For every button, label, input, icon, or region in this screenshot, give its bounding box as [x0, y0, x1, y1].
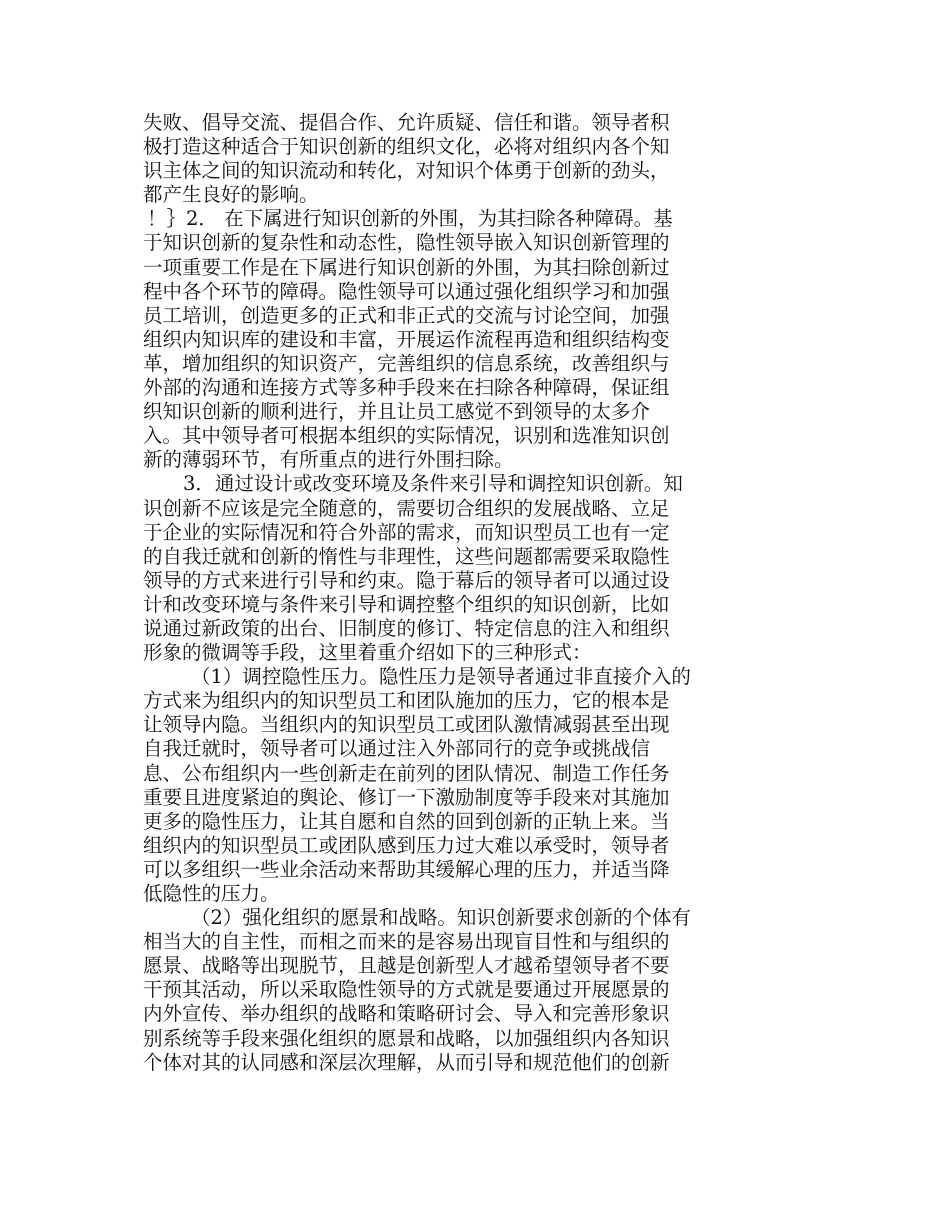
text-line: 组织内的知识型员工或团队感到压力过大难以承受时，领导者: [143, 833, 670, 857]
text-line: 入。其中领导者可根据本组织的实际情况，识别和选准知识创: [143, 424, 670, 448]
text-line: 领导的方式来进行引导和约束。隐于幕后的领导者可以通过设: [143, 568, 670, 592]
text-line: ！｝2． 在下属进行知识创新的外围，为其扫除各种障碍。基: [147, 207, 673, 231]
text-line: 相当大的自主性，而相之而来的是容易出现盲目性和与组织的: [143, 930, 670, 954]
text-line: 极打造这种适合于知识创新的组织文化，必将对组织内各个知: [143, 135, 670, 159]
text-line: 员工培训，创造更多的正式和非正式的交流与讨论空间，加强: [143, 303, 670, 327]
text-line: 内外宣传、举办组织的战略和策略研讨会、导入和完善形象识: [143, 1002, 670, 1026]
text-line: 都产生良好的影响。: [143, 183, 319, 207]
text-line: 息、公布组织内一些创新走在前列的团队情况、制造工作任务: [143, 761, 670, 785]
text-line: 方式来为组织内的知识型员工和团队施加的压力，它的根本是: [143, 689, 670, 713]
text-line: 自我迁就时，领导者可以通过注入外部同行的竞争或挑战信: [143, 737, 651, 761]
text-line: 程中各个环节的障碍。隐性领导可以通过强化组织学习和加强: [143, 279, 670, 303]
text-line: 的自我迁就和创新的惰性与非理性，这些问题都需要采取隐性: [143, 544, 670, 568]
text-line: 3．通过设计或改变环境及条件来引导和调控知识创新。知: [183, 472, 683, 496]
text-line: 外部的沟通和连接方式等多种手段来在扫除各种障碍，保证组: [143, 376, 670, 400]
text-line: 失败、倡导交流、提倡合作、允许质疑、信任和谐。领导者积: [143, 111, 670, 134]
text-line: 个体对其的认同感和深层次理解，从而引导和规范他们的创新: [143, 1050, 670, 1074]
text-line: 一项重要工作是在下属进行知识创新的外围，为其扫除创新过: [143, 255, 670, 279]
text-line: 重要且进度紧迫的舆论、修订一下激励制度等手段来对其施加: [143, 785, 670, 809]
text-line: 让领导内隐。当组织内的知识型员工或团队激情减弱甚至出现: [143, 713, 670, 737]
text-line: 可以多组织一些业余活动来帮助其缓解心理的压力，并适当降: [143, 857, 670, 881]
text-line: 说通过新政策的出台、旧制度的修订、特定信息的注入和组织: [143, 616, 670, 640]
text-line: 革，增加组织的知识资产，完善组织的信息系统，改善组织与: [143, 351, 670, 375]
text-line: 于知识创新的复杂性和动态性，隐性领导嵌入知识创新管理的: [143, 231, 670, 255]
text-line: 低隐性的压力。: [143, 882, 280, 905]
text-line: （2）强化组织的愿景和战略。知识创新要求创新的个体有: [191, 906, 691, 930]
text-line: （1）调控隐性压力。隐性压力是领导者通过非直接介入的: [191, 665, 691, 689]
text-line: 识主体之间的知识流动和转化，对知识个体勇于创新的劲头，: [143, 159, 670, 183]
text-line: 于企业的实际情况和符合外部的需求，而知识型员工也有一定: [143, 520, 670, 544]
text-line: 组织内知识库的建设和丰富，开展运作流程再造和组织结构变: [143, 327, 670, 351]
text-line: 干预其活动，所以采取隐性领导的方式就是要通过开展愿景的: [143, 978, 670, 1002]
body-text: [143, 111, 753, 1075]
text-line: 织知识创新的顺利进行，并且让员工感觉不到领导的太多介: [143, 400, 651, 424]
text-line: 愿景、战略等出现脱节，且越是创新型人才越希望领导者不要: [143, 954, 670, 978]
text-line: 形象的微调等手段，这里着重介绍如下的三种形式：: [143, 641, 592, 665]
text-line: 新的薄弱环节，有所重点的进行外围扫除。: [143, 448, 514, 472]
text-line: 更多的隐性压力，让其自愿和自然的回到创新的正轨上来。当: [143, 809, 670, 833]
text-line: 计和改变环境与条件来引导和调控整个组织的知识创新，比如: [143, 592, 670, 616]
text-line: 识创新不应该是完全随意的，需要切合组织的发展战略、立足: [143, 496, 670, 520]
text-line: 别系统等手段来强化组织的愿景和战略，以加强组织内各知识: [143, 1026, 670, 1050]
